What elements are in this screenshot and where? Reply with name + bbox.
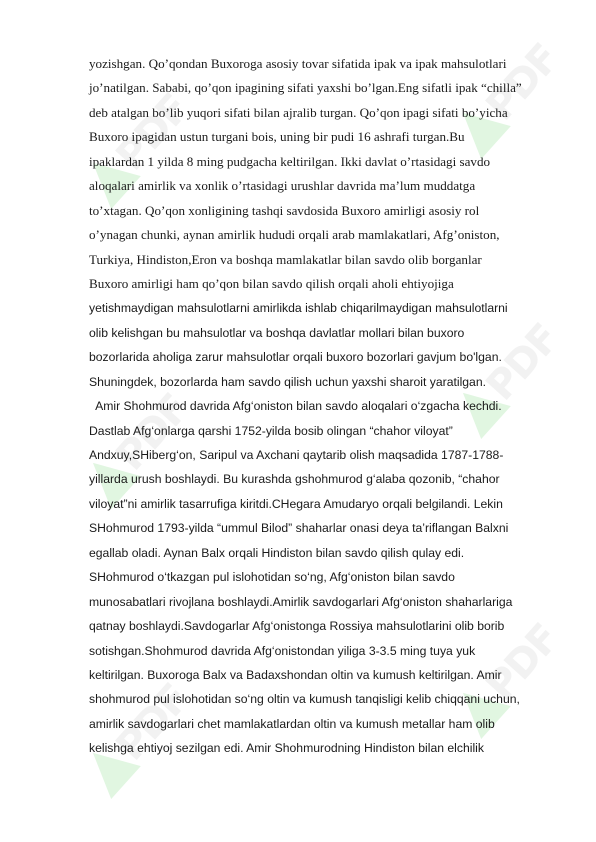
text-line: Turkiya, Hindiston,Eron va boshqa mamlakatlar bilan savdo olib borganlar xyxy=(89,251,482,267)
text-line: SHohmurod 1793-yilda “ummul Bilod” shaharlar onasi deya ta’riflangan Balxni xyxy=(89,521,509,536)
text-line: egallab oladi. Aynan Balx orqali Hindiston bilan savdo qilish qulay edi. xyxy=(89,545,465,560)
text-line: shohmurod pul islohotidan so‘ng oltin va kumush tanqisligi kelib chiqqani uchun, xyxy=(89,692,520,707)
text-line: aloqalari amirlik va xonlik o’rtasidagi urushlar davrida ma’lum muddatga xyxy=(89,178,476,194)
text-line: o’ynagan chunki, aynan amirlik hududi orqali arab mamlakatlari, Afg’oniston, xyxy=(89,227,500,243)
text-line: bozorlarida aholiga zarur mahsulotlar orqali buxoro bozorlari gavjum bo'lgan. xyxy=(89,350,502,365)
watermark-pdf-logo: ▲PDF xyxy=(435,316,568,444)
watermark-pdf-logo: ▲PDF xyxy=(65,86,198,214)
text-line: Buxoro ipagidan ustun turgani bois, uning bir pudi 16 ashrafi turgan.Bu xyxy=(89,129,465,145)
text-line: to’xtagan. Qo’qon xonligining tashqi savdosida Buxoro amirligi asosiy rol xyxy=(89,202,480,218)
text-line: deb atalgan bo’lib yuqori sifati bilan ajralib turgan. Qo’qon ipagi sifati bo’yicha xyxy=(89,104,508,120)
text-line: ipaklardan 1 yilda 8 ming pudgacha keltirilgan. Ikki davlat o’rtasidagi savdo xyxy=(89,153,491,169)
watermark-pdf-logo: ▲PDF xyxy=(435,616,568,744)
text-line: munosabatlari rivojlana boshlaydi.Amirlik savdogarlari Afg‘oniston shaharlariga xyxy=(89,594,513,609)
text-line: Dastlab Afg‘onlarga qarshi 1752-yilda bosib olingan “chahor viloyat” xyxy=(89,423,453,438)
text-line: jo’natilgan. Sababi, qo’qon ipagining sifati yaxshi bo’lgan.Eng sifatli ipak “chilla” xyxy=(89,80,522,96)
text-line: viloyat”ni amirlik tasarrufiga kiritdi.CHegara Amudaryo orqali belgilandi. Lekin xyxy=(89,496,503,511)
text-line: keltirilgan. Buxoroga Balx va Badaxshondan oltin va kumush keltirilgan. Amir xyxy=(89,667,502,682)
text-line: Andxuy,SHiberg‘on, Saripul va Axchani qaytarib olish maqsadida 1787-1788- xyxy=(89,448,504,462)
text-line: sotishgan.Shohmurod davrida Afg‘onistondan yiliga 3-3.5 ming tuya yuk xyxy=(89,643,476,658)
text-line: Buxoro amirligi ham qo’qon bilan savdo qilish orqali aholi ehtiyojiga xyxy=(89,275,454,291)
text-line: olib kelishgan bu mahsulotlar va boshqa davlatlar mollari bilan buxoro xyxy=(89,325,465,340)
text-line: amirlik savdogarlari chet mamlakatlardan oltin va kumush metallar ham olib xyxy=(89,716,495,731)
document-body xyxy=(89,52,555,761)
paragraph-start-line: Amir Shohmurod davrida Afg‘oniston bilan savdo aloqalari o‘zgacha kechdi. xyxy=(89,399,502,414)
text-line: kelishga ehtiyoj sezilgan edi. Amir Shohmurodning Hindiston bilan elchilik xyxy=(89,741,484,756)
text-line: Shuningdek, bozorlarda ham savdo qilish uchun yaxshi sharoit yaratilgan. xyxy=(89,374,487,389)
watermark-pdf-logo: ▲PDF xyxy=(65,386,198,514)
text-line: yozishgan. Qo’qondan Buxoroga asosiy tovar sifatida ipak va ipak mahsulotlari xyxy=(89,56,507,71)
text-line: SHohmurod o‘tkazgan pul islohotidan so‘ng, Afg‘oniston bilan savdo xyxy=(89,570,455,585)
text-line: yetishmaydigan mahsulotlarni amirlikda ishlab chiqarilmaydigan mahsulotlarni xyxy=(89,301,508,316)
text-line: qatnay boshlaydi.Savdogarlar Afg‘onistonga Rossiya mahsulotlarini olib borib xyxy=(89,619,505,634)
watermark-pdf-logo: ▲PDF xyxy=(435,36,568,164)
watermark-pdf-logo: ▲PDF xyxy=(65,676,198,804)
text-line: yillarda urush boshlaydi. Bu kurashda gshohmurod g‘alaba qozonib, “chahor xyxy=(89,472,500,487)
